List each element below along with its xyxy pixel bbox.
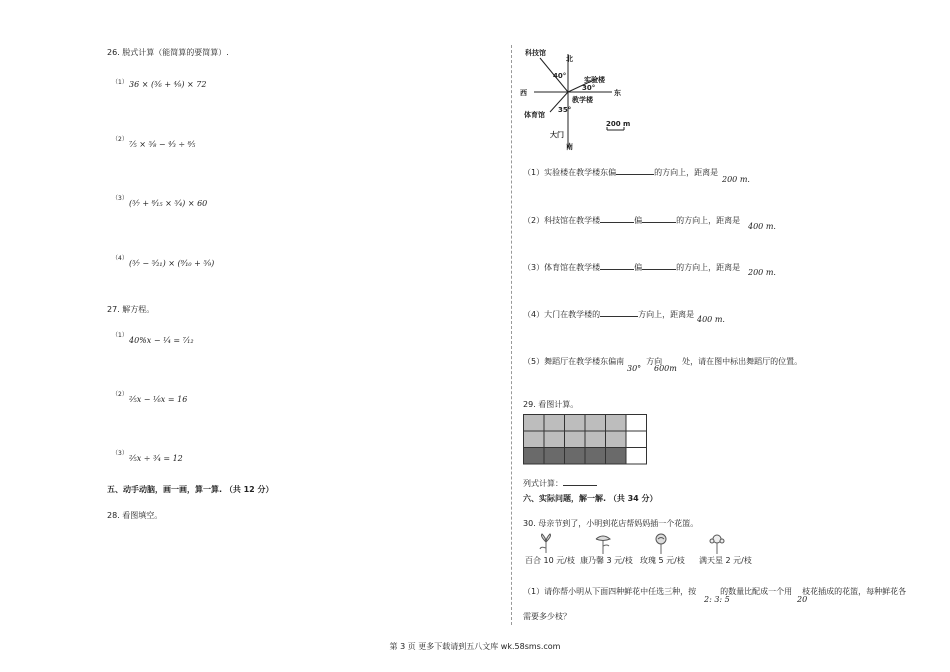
section-5-heading: 五、动手动脑，画一画，算一算. （共 12 分） — [107, 485, 274, 494]
q27-3-num: （3） — [112, 450, 128, 457]
label-west: 西 — [520, 89, 527, 97]
grid-cell — [524, 448, 545, 465]
q28-1-blank[interactable] — [616, 167, 654, 175]
grid-cell — [626, 415, 647, 432]
q28-2-blank2[interactable] — [642, 215, 676, 223]
q26-2-expr: ⁷⁄₅ × ⁵⁄₈ − ⁴⁄₃ ÷ ⁸⁄₅ — [129, 140, 196, 149]
q27-1-expr: 40%𝑥 − ¹⁄₄ = ⁷⁄₁₂ — [129, 336, 194, 345]
label-north: 北 — [566, 55, 573, 63]
q28-1-text: （1）实验楼在教学楼东偏 — [523, 168, 617, 177]
q28-2-end: . — [773, 222, 776, 231]
q26-1-num: （1） — [112, 79, 128, 86]
grid-cell — [626, 431, 647, 448]
q28-3-mid: 偏 — [634, 263, 643, 272]
grid-cell — [585, 415, 606, 432]
label-gym: 体育馆 — [524, 111, 545, 119]
q28-1-dist-val: 200 𝑚 — [722, 175, 748, 184]
q29-answer-blank[interactable] — [563, 478, 597, 486]
q26-4-num: （4） — [112, 255, 128, 262]
q28-3-end: . — [773, 268, 776, 277]
flower-rose-price: 玫瑰 5 元/枝 — [640, 556, 685, 565]
label-science: 科技馆 — [525, 49, 546, 57]
label-teaching: 教学楼 — [572, 96, 593, 104]
q30-1-line2: 需要多少枝？ — [523, 612, 571, 621]
q27-2-expr: ²⁄₅𝑥 − ¹⁄₆𝑥 = 16 — [129, 395, 188, 404]
q28-3-text2: 的方向上，距离是 — [676, 263, 741, 272]
q28-3-dist — [748, 268, 776, 278]
grid-cell — [544, 431, 565, 448]
q26-1-expr: 36 × (⁵⁄₆ + ⁴⁄₉) × 72 — [129, 80, 207, 89]
q29-formula — [523, 478, 597, 489]
label-south: 南 — [566, 143, 573, 151]
q27-1-num: （1） — [112, 332, 128, 339]
q28-4-dist — [697, 315, 725, 325]
q30-num: 20 — [797, 595, 808, 604]
direction-map — [520, 48, 640, 157]
grid-cell — [544, 448, 565, 465]
lily-icon — [535, 533, 557, 555]
grid-cell — [606, 448, 627, 465]
q28-4-text: （4）大门在教学楼的 — [523, 310, 601, 319]
q28-2-text: （2）科技馆在教学楼 — [523, 216, 601, 225]
label-gate: 大门 — [550, 131, 564, 139]
q28-2-mid: 偏 — [634, 216, 643, 225]
section-6-heading: 六、实际问题，解一解. （共 34 分） — [523, 494, 658, 503]
q28-3-blank2[interactable] — [642, 262, 676, 270]
q28-3-blank1[interactable] — [600, 262, 634, 270]
grid-cell — [565, 448, 586, 465]
q28-4-blank[interactable] — [600, 309, 638, 317]
flower-babys-breath-price: 满天星 2 元/枝 — [699, 556, 752, 565]
q28-4-dist-val: 400 𝑚 — [697, 315, 723, 324]
q28-1-text2: 的方向上，距离是 — [654, 168, 719, 177]
label-angle-40: 40° — [553, 72, 567, 80]
q28-3-dist-val: 200 𝑚 — [748, 268, 774, 277]
q28-1 — [523, 167, 718, 178]
q26-4-expr: (⁵⁄₇ − ⁵⁄₂₁) × (⁹⁄₁₀ + ⁵⁄₉) — [129, 259, 215, 268]
q28-3 — [523, 262, 740, 273]
babys-breath-icon — [706, 533, 728, 555]
label-east: 东 — [614, 89, 621, 97]
q30-ratio: 2: 3: 5 — [704, 595, 730, 604]
q28-4 — [523, 309, 694, 320]
q27-2-num: （2） — [112, 391, 128, 398]
q28-2-dist-val: 400 𝑚 — [748, 222, 774, 231]
q28-5-angle: 30° — [627, 364, 642, 373]
grid-cell — [585, 448, 606, 465]
q28-4-end: . — [722, 315, 725, 324]
q26-2-num: （2） — [112, 136, 128, 143]
q28-1-end: . — [747, 175, 750, 184]
q28-5-text2: 处，请在图中标出舞蹈厅的位置。 — [682, 357, 803, 366]
q30-title: 30. 母亲节到了，小明到花店帮妈妈插一个花篮。 — [523, 519, 699, 528]
q28-5-text: （5）舞蹈厅在教学楼东偏南 — [523, 357, 625, 366]
page-footer: 第 3 页 更多下载请到五八文库 wk.58sms.com — [389, 642, 561, 651]
label-scale: 200 m — [606, 120, 631, 128]
q30-1-text-a: （1）请你帮小明从下面四种鲜花中任选三种，按 — [523, 587, 697, 596]
q28-2-dist — [748, 222, 776, 232]
q27-3-expr: ²⁄₅𝑥 ÷ ³⁄₄ = 12 — [129, 454, 183, 463]
grid-cell — [565, 431, 586, 448]
q29-grid — [523, 414, 653, 466]
carnation-icon — [592, 533, 614, 555]
q28-5-dist: 600𝑚 — [654, 364, 677, 373]
label-angle-30: 30° — [582, 84, 596, 92]
grid-cell — [606, 415, 627, 432]
q27-title: 27. 解方程。 — [107, 305, 155, 314]
grid-cell — [524, 415, 545, 432]
q30-1-text-c: 枝花插成的花篮，每种鲜花各 — [802, 587, 907, 596]
q28-2-text2: 的方向上，距离是 — [676, 216, 741, 225]
q28-title: 28. 看图填空。 — [107, 511, 163, 520]
q29-formula-label: 列式计算： — [523, 479, 563, 488]
q28-2 — [523, 215, 740, 226]
q28-3-text: （3）体育馆在教学楼 — [523, 263, 601, 272]
grid-cell — [606, 431, 627, 448]
q29-title: 29. 看图计算。 — [523, 400, 579, 409]
grid-cell — [544, 415, 565, 432]
q26-title: 26. 脱式计算（能简算的要简算）. — [107, 48, 229, 57]
q26-3-expr: (⁵⁄₇ + ⁸⁄₁₅ × ⁵⁄₄) × 60 — [129, 199, 208, 208]
q28-2-blank1[interactable] — [600, 215, 634, 223]
q28-1-dist — [722, 175, 750, 185]
grid-cell — [565, 415, 586, 432]
grid-cell — [524, 431, 545, 448]
rose-icon — [650, 533, 672, 555]
grid-cell — [585, 431, 606, 448]
q30-1-text-b: 的数量比配成一个用 — [720, 587, 793, 596]
label-lab: 实验楼 — [584, 76, 605, 84]
q28-5-mid: 方向 — [646, 357, 663, 366]
flower-lily-price: 百合 10 元/枝 — [525, 556, 575, 565]
grid-cell — [626, 448, 647, 465]
flower-carnation-price: 康乃馨 3 元/枝 — [580, 556, 633, 565]
column-divider — [511, 45, 512, 625]
q28-4-text2: 方向上，距离是 — [638, 310, 695, 319]
q26-3-num: （3） — [112, 195, 128, 202]
label-angle-35: 35° — [558, 106, 572, 114]
